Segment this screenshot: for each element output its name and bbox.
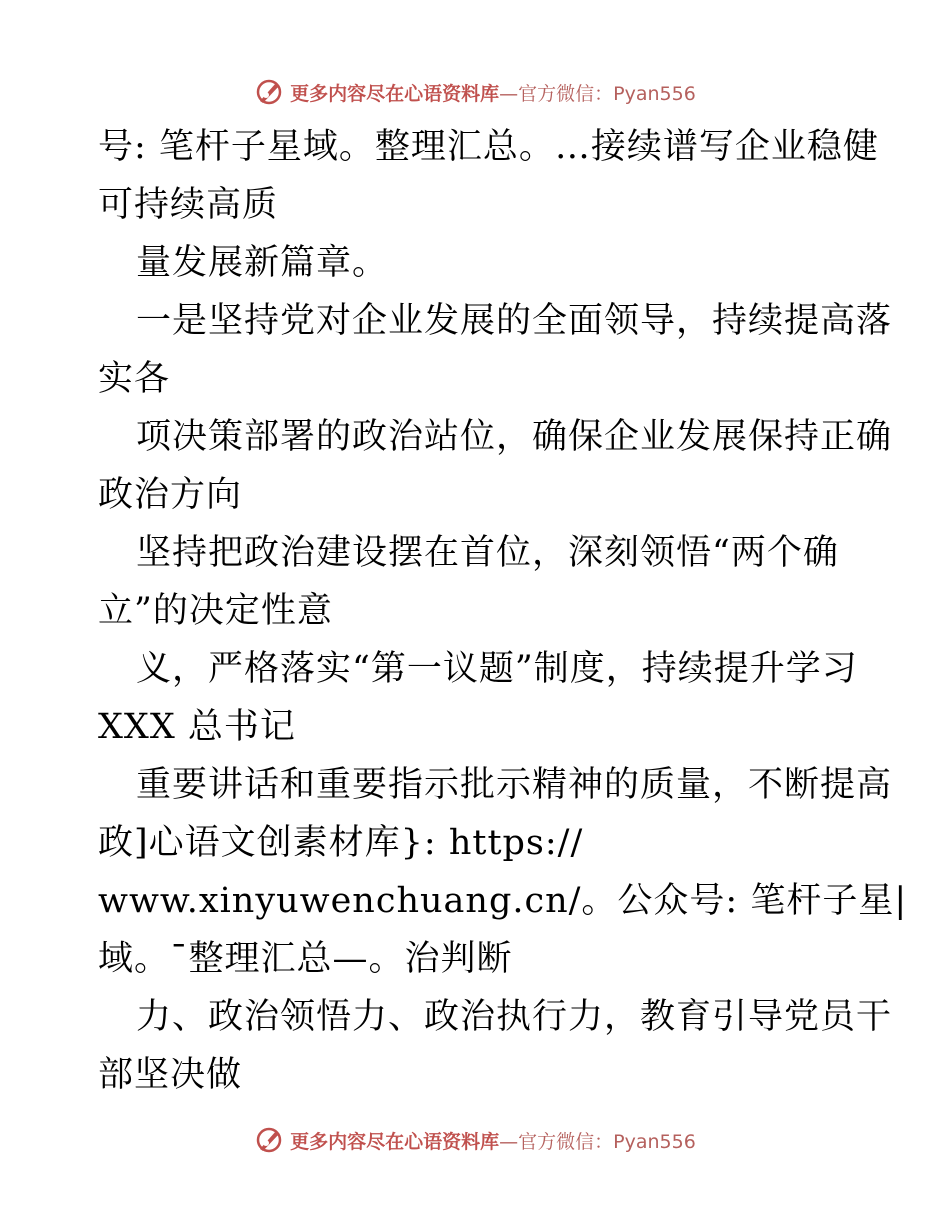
text-line: 坚持把政治建设摆在首位，深刻领悟“两个确: [136, 533, 839, 573]
text-line: XXX 总书记: [98, 707, 296, 747]
text-line: 立”的决定性意: [98, 591, 333, 631]
text-line: 政治方向: [98, 475, 243, 515]
text-line: 可持续高质: [98, 185, 279, 225]
text-line: 量发展新篇章。: [136, 243, 389, 283]
text-line: 号: 笔杆子星域。整理汇总。…接续谱写企业稳健: [98, 127, 879, 167]
text-line: 域。¯整理汇总—。治判断: [98, 939, 513, 979]
text-line: 重要讲话和重要指示批示精神的质量，不断提高: [136, 765, 893, 805]
text-line: 力、政治领悟力、政治执行力，教育引导党员干: [136, 997, 893, 1037]
text-line: 实各: [98, 359, 171, 399]
text-line: 政]心语文创素材库}: https://: [98, 823, 584, 863]
footer-watermark: [0, 1120, 950, 1160]
quill-logo-icon: [254, 77, 284, 107]
text-line: 部坚决做: [98, 1055, 243, 1095]
text-line: 义，严格落实“第一议题”制度，持续提升学习: [136, 649, 858, 689]
header-watermark: [0, 72, 950, 112]
text-line: 项决策部署的政治站位，确保企业发展保持正确: [136, 417, 893, 457]
header-watermark-contact: —官方微信：Pyan556: [499, 82, 696, 105]
text-line: www.xinyuwenchuang.cn/。公众号: 笔杆子星|: [98, 881, 908, 921]
header-watermark-title: 更多内容尽在心语资料库: [290, 82, 500, 105]
text-line: 一是坚持党对企业发展的全面领导，持续提高落: [136, 301, 893, 341]
document-body: [98, 118, 908, 1104]
footer-watermark-title: 更多内容尽在心语资料库: [290, 1130, 500, 1153]
footer-watermark-contact: —官方微信：Pyan556: [499, 1130, 696, 1153]
quill-logo-icon: [254, 1125, 284, 1155]
